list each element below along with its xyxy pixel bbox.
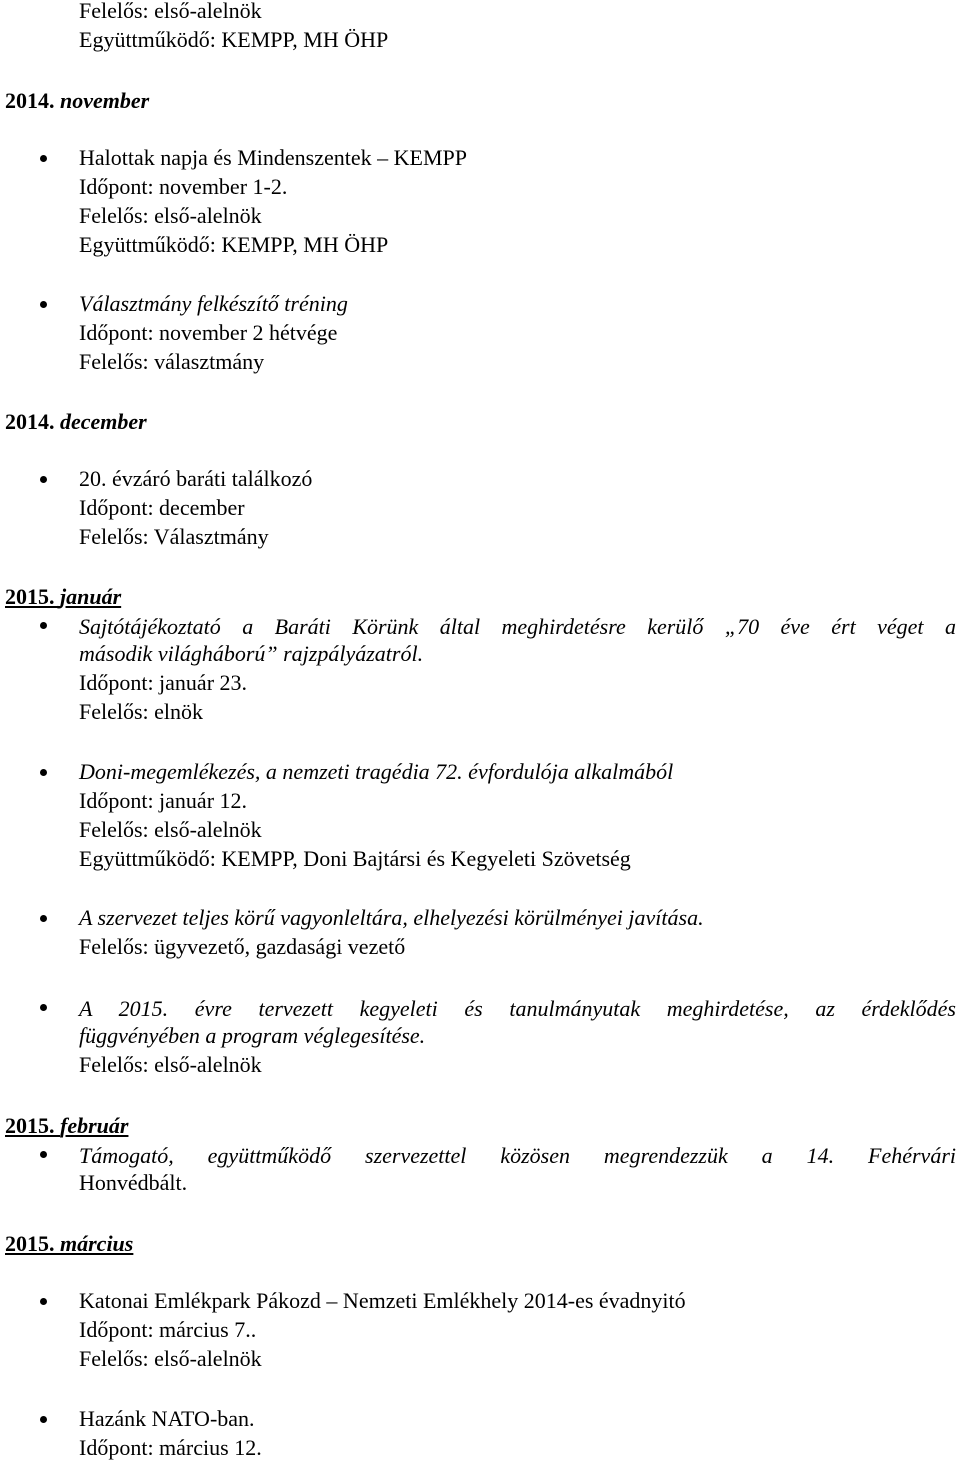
section-heading-2015-march <box>5 1231 133 1257</box>
event-title-continued: második világháború” rajzpályázatról. <box>79 641 424 666</box>
heading-year: 2014. <box>5 409 55 434</box>
date-line: Időpont: január 12. <box>79 788 248 813</box>
responsible-line: Felelős: választmány <box>79 349 265 374</box>
responsible-line: Felelős: elnök <box>79 699 204 724</box>
event-title: Sajtótájékoztató a Baráti Körünk által meghirdetésre kerülő „70 éve ért véget a <box>79 614 956 639</box>
event-title: 20. évzáró baráti találkozó <box>79 466 313 491</box>
date-line: Időpont: március 7.. <box>79 1317 257 1342</box>
event-title: Halottak napja és Mindenszentek – KEMPP <box>79 145 467 170</box>
responsible-line: Felelős: első-alelnök <box>79 203 262 228</box>
heading-month: március <box>60 1231 134 1256</box>
responsible-line: Felelős: első-alelnök <box>79 1052 262 1077</box>
event-title: Katonai Emlékpark Pákozd – Nemzeti Emlékhely 2014-es évadnyitó <box>79 1288 686 1313</box>
event-title: Hazánk NATO-ban. <box>79 1406 255 1431</box>
event-title: Támogató, együttműködő szervezettel közösen megrendezzük a 14. Fehérvári <box>79 1143 956 1168</box>
responsible-line: Felelős: ügyvezető, gazdasági vezető <box>79 934 406 959</box>
responsible-line: Felelős: első-alelnök <box>79 817 262 842</box>
date-line: Időpont: november 2 hétvége <box>79 320 338 345</box>
date-line: Időpont: január 23. <box>79 670 248 695</box>
bullet-icon <box>40 1004 47 1011</box>
cooperator-line: Együttműködő: KEMPP, Doni Bajtársi és Kegyeleti Szövetség <box>79 846 631 871</box>
responsible-line: Felelős: Választmány <box>79 524 269 549</box>
bullet-icon <box>40 301 47 308</box>
heading-year: 2014. <box>5 88 55 113</box>
bullet-icon <box>40 769 47 776</box>
responsible-line: Felelős: első-alelnök <box>79 1346 262 1371</box>
heading-month: február <box>60 1113 129 1138</box>
heading-month: november <box>60 88 150 113</box>
date-line: Időpont: november 1-2. <box>79 174 288 199</box>
event-title: Doni-megemlékezés, a nemzeti tragédia 72. évfordulója alkalmából <box>79 759 674 784</box>
bullet-icon <box>40 476 47 483</box>
event-title: A 2015. évre tervezett kegyeleti és tanulmányutak meghirdetése, az érdeklődés <box>79 996 956 1021</box>
bullet-icon <box>40 1298 47 1305</box>
section-heading-2014-november <box>5 88 149 114</box>
section-heading-2015-january <box>5 584 121 610</box>
bullet-icon <box>40 622 47 629</box>
cooperator-line: Együttműködő: KEMPP, MH ÖHP <box>79 27 389 52</box>
heading-year: 2015. <box>5 1113 55 1138</box>
date-line: Időpont: december <box>79 495 245 520</box>
event-title-continued: Honvédbált. <box>79 1170 188 1195</box>
section-heading-2015-february <box>5 1113 128 1139</box>
section-heading-2014-december <box>5 409 147 435</box>
cooperator-line: Együttműködő: KEMPP, MH ÖHP <box>79 232 389 257</box>
responsible-line: Felelős: első-alelnök <box>79 0 262 23</box>
event-title-continued: függvényében a program véglegesítése. <box>79 1023 426 1048</box>
bullet-icon <box>40 1151 47 1158</box>
event-title: A szervezet teljes körű vagyonleltára, elhelyezési körülményei javítása. <box>79 905 704 930</box>
bullet-icon <box>40 1416 47 1423</box>
heading-month: december <box>60 409 147 434</box>
heading-year: 2015. <box>5 1231 55 1256</box>
date-line: Időpont: március 12. <box>79 1435 262 1460</box>
heading-month: január <box>60 584 122 609</box>
heading-year: 2015. <box>5 584 55 609</box>
bullet-icon <box>40 915 47 922</box>
bullet-icon <box>40 155 47 162</box>
event-title: Választmány felkészítő tréning <box>79 291 348 316</box>
